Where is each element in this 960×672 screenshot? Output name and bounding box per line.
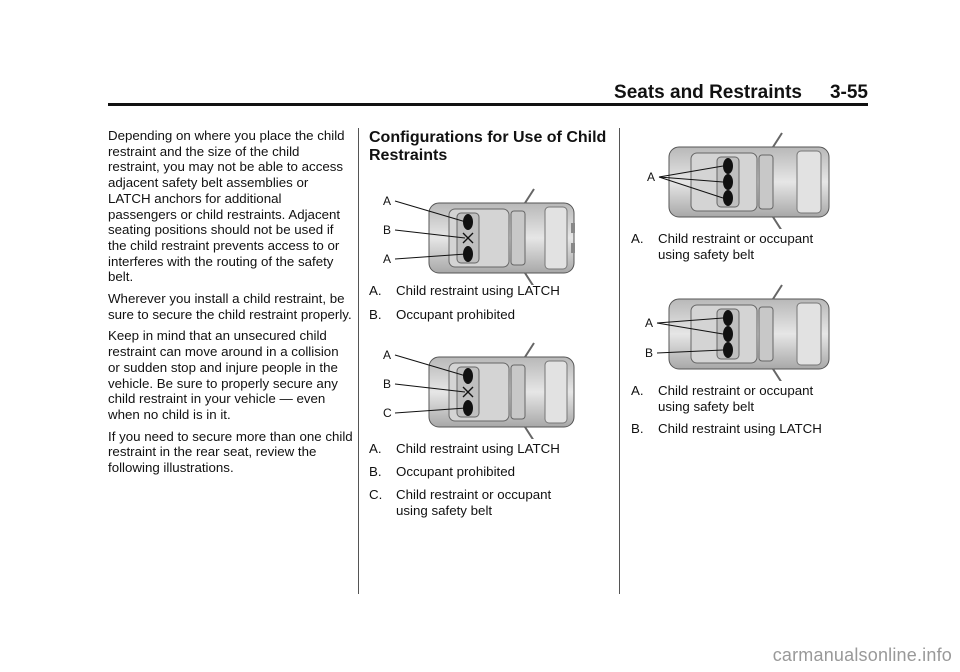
caption: A. Child restraint or occupant using safety belt	[631, 231, 814, 262]
caption: A. Child restraint or occupant using safety belt	[631, 383, 814, 414]
label-a: A	[647, 170, 656, 184]
label-c: C	[383, 406, 392, 420]
paragraph: Wherever you install a child restraint, be sure to secure the child restraint properly.	[108, 291, 352, 322]
caption: A. Child restraint using LATCH	[369, 283, 560, 298]
column-divider-1	[358, 128, 359, 594]
label-a: A	[383, 348, 392, 362]
caption: C. Child restraint or occupant using safety belt	[369, 487, 552, 518]
vehicle-top-view	[429, 343, 574, 439]
caption: B. Occupant prohibited	[369, 307, 516, 322]
label-a: A	[383, 252, 392, 266]
section-heading: Configurations for Use of Child Restraints	[369, 129, 607, 164]
caption: A. Child restraint using LATCH	[369, 441, 560, 456]
vehicle-diagram-2	[369, 339, 614, 439]
page-number: 3-55	[829, 82, 868, 103]
caption: B. Child restraint using LATCH	[631, 421, 822, 436]
section-title: Seats and Restraints	[614, 82, 802, 103]
vehicle-diagram-1	[369, 185, 614, 285]
column-divider-2	[619, 128, 620, 594]
paragraph: If you need to secure more than one child restraint in the rear seat, review the following illustrations.	[108, 428, 353, 476]
paragraph: Depending on where you place the child restraint and the size of the child restraint, you may not be able to access adjacent safety belt assemblies or LATCH anchors for additional passengers or child restraints. Adjacent seating positions should not be used if the child restraint prevents access to or interferes with the routing of the safety belt.	[108, 128, 345, 285]
watermark: carmanualsonline.info	[772, 645, 952, 665]
caption: B. Occupant prohibited	[369, 464, 516, 479]
header-rule	[108, 103, 868, 106]
vehicle-diagram-3	[631, 129, 876, 229]
label-a: A	[645, 316, 654, 330]
vehicle-top-view	[669, 133, 829, 229]
label-b: B	[383, 377, 392, 391]
paragraph: Keep in mind that an unsecured child restraint can move around in a collision or sudden stop and injure people in the vehicle. Be sure to properly secure any child restraint in your vehicle — even when no child is in it.	[108, 328, 339, 422]
vehicle-top-view	[429, 189, 575, 285]
vehicle-top-view	[669, 285, 829, 381]
label-b: B	[645, 346, 654, 360]
label-a: A	[383, 194, 392, 208]
page-header	[108, 82, 868, 102]
label-b: B	[383, 223, 392, 237]
configurations-column	[369, 129, 614, 518]
body-text-column	[108, 128, 353, 482]
vehicle-diagram-4	[631, 281, 876, 381]
